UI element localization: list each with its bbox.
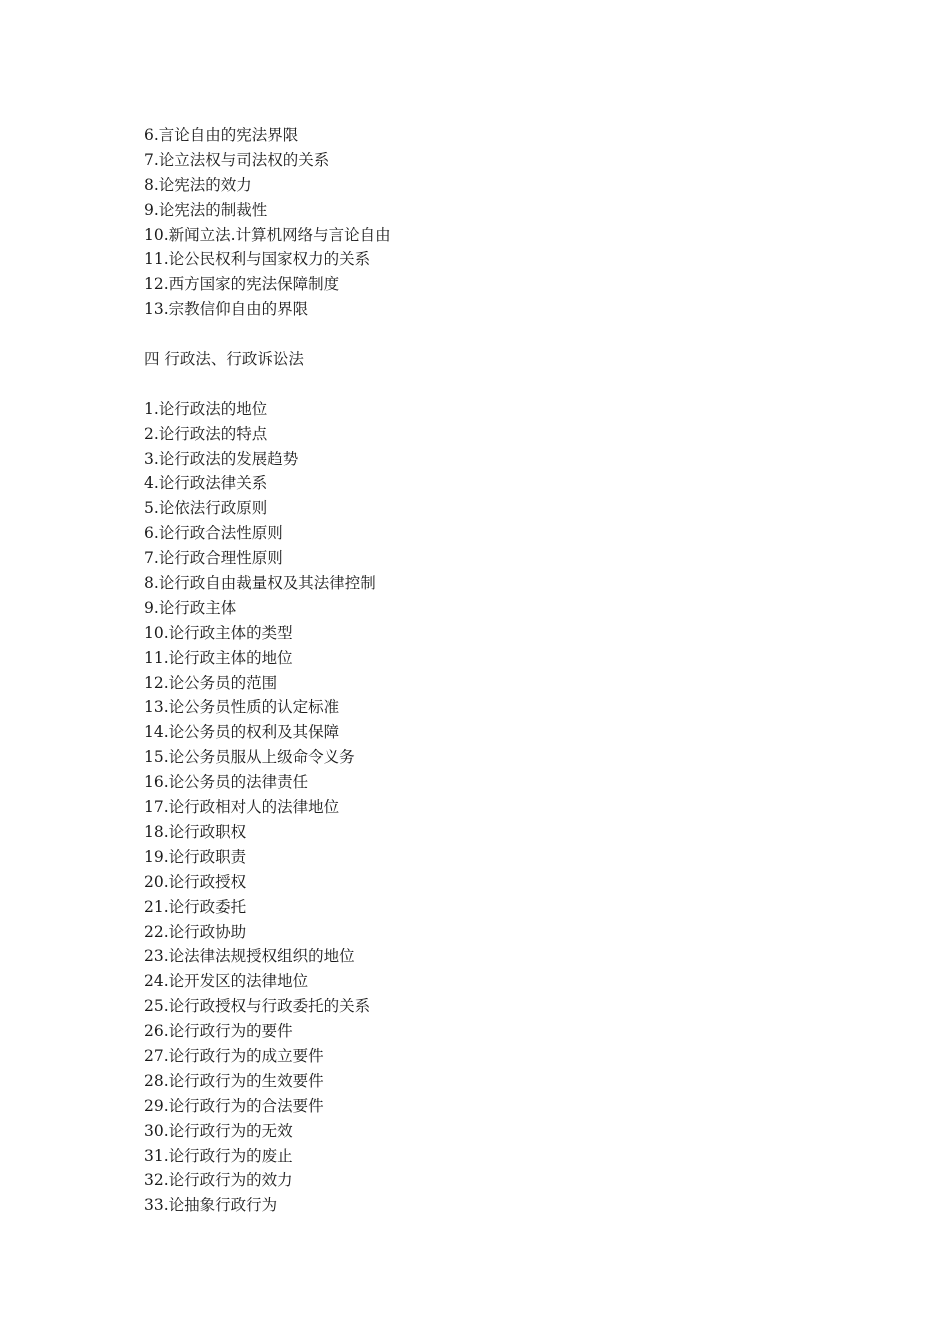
list-item: 13.宗教信仰自由的界限 bbox=[144, 300, 309, 319]
list-item: 23.论法律法规授权组织的地位 bbox=[144, 947, 355, 966]
list-item: 18.论行政职权 bbox=[144, 822, 247, 841]
list-item: 6.论行政合法性原则 bbox=[144, 524, 283, 543]
list-item: 9.论行政主体 bbox=[144, 598, 237, 617]
section-heading: 四 行政法、行政诉讼法 bbox=[144, 350, 304, 369]
list-item: 28.论行政行为的生效要件 bbox=[144, 1071, 324, 1090]
topic-list-administrative-law bbox=[144, 397, 844, 1218]
list-item: 30.论行政行为的无效 bbox=[144, 1121, 293, 1140]
list-item: 19.论行政职责 bbox=[144, 847, 247, 866]
list-item: 32.论行政行为的效力 bbox=[144, 1171, 293, 1190]
list-item: 14.论公务员的权利及其保障 bbox=[144, 723, 340, 742]
list-item: 9.论宪法的制裁性 bbox=[144, 200, 268, 219]
list-item: 22.论行政协助 bbox=[144, 922, 247, 941]
list-item: 10.新闻立法.计算机网络与言论自由 bbox=[144, 225, 391, 244]
list-item: 1.论行政法的地位 bbox=[144, 399, 268, 418]
topic-list-constitution bbox=[144, 123, 844, 322]
list-item: 12.西方国家的宪法保障制度 bbox=[144, 275, 340, 294]
list-item: 3.论行政法的发展趋势 bbox=[144, 449, 299, 468]
list-item: 2.论行政法的特点 bbox=[144, 424, 268, 443]
list-item: 8.论宪法的效力 bbox=[144, 175, 252, 194]
list-item: 16.论公务员的法律责任 bbox=[144, 773, 309, 792]
list-item: 4.论行政法律关系 bbox=[144, 474, 268, 493]
list-item: 11.论行政主体的地位 bbox=[144, 648, 293, 667]
list-item: 17.论行政相对人的法律地位 bbox=[144, 798, 340, 817]
list-item: 12.论公务员的范围 bbox=[144, 673, 278, 692]
list-item: 6.言论自由的宪法界限 bbox=[144, 126, 299, 144]
list-item: 5.论依法行政原则 bbox=[144, 499, 268, 518]
list-item: 8.论行政自由裁量权及其法律控制 bbox=[144, 574, 376, 593]
list-item: 27.论行政行为的成立要件 bbox=[144, 1046, 324, 1065]
list-item: 33.论抽象行政行为 bbox=[144, 1196, 278, 1215]
list-item: 13.论公务员性质的认定标准 bbox=[144, 698, 340, 717]
list-item: 21.论行政委托 bbox=[144, 897, 247, 916]
list-item: 26.论行政行为的要件 bbox=[144, 1022, 293, 1041]
list-item: 7.论立法权与司法权的关系 bbox=[144, 150, 330, 169]
list-item: 25.论行政授权与行政委托的关系 bbox=[144, 997, 371, 1016]
list-item: 24.论开发区的法律地位 bbox=[144, 972, 309, 991]
document-page bbox=[144, 123, 844, 1218]
list-item: 11.论公民权利与国家权力的关系 bbox=[144, 250, 371, 269]
list-item: 15.论公务员服从上级命令义务 bbox=[144, 748, 355, 767]
list-item: 31.论行政行为的废止 bbox=[144, 1146, 293, 1165]
list-item: 29.论行政行为的合法要件 bbox=[144, 1096, 324, 1115]
list-item: 20.论行政授权 bbox=[144, 872, 247, 891]
list-item: 7.论行政合理性原则 bbox=[144, 549, 283, 568]
list-item: 10.论行政主体的类型 bbox=[144, 623, 293, 642]
